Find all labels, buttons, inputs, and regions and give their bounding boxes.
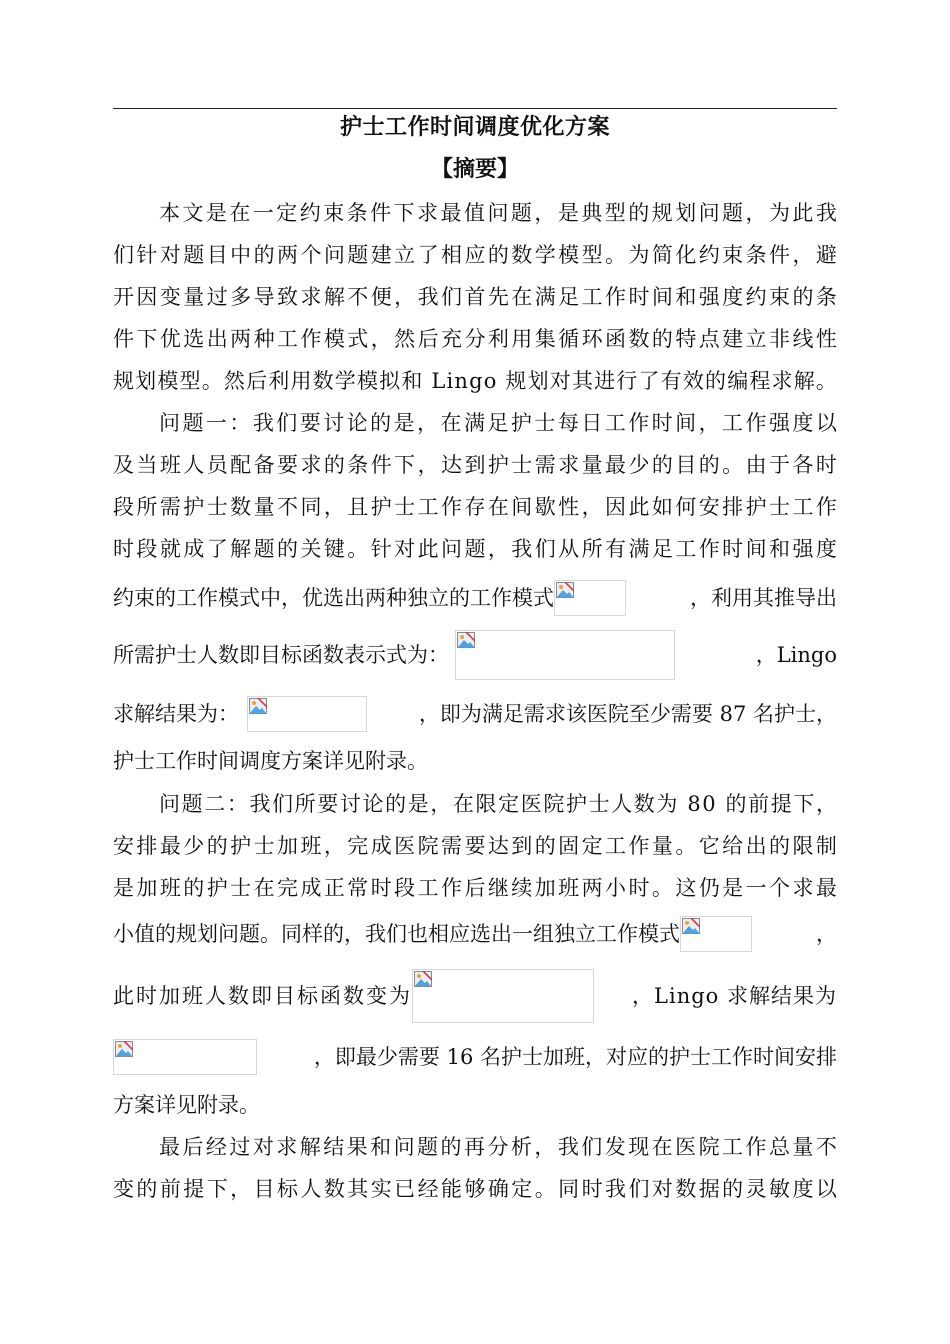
formula-image-placeholder bbox=[412, 969, 594, 1023]
paragraph-line: 规划模型。然后利用数学模拟和 Lingo 规划对其进行了有效的编程求解。 bbox=[113, 369, 839, 393]
broken-image-icon bbox=[414, 971, 432, 987]
paragraph-line: 方案详见附录。 bbox=[113, 1093, 260, 1117]
broken-image-icon bbox=[457, 632, 475, 648]
paragraph-line: 约束的工作模式中，优选出两种独立的工作模式 ，利用其推导出 bbox=[113, 577, 837, 619]
paragraph-line: 所需护士人数即目标函数表示式为： ，Lingo bbox=[113, 634, 837, 676]
abstract-heading: 【摘要】 bbox=[430, 157, 519, 182]
paragraph-line: ，即最少需要 16 名护士加班，对应的护士工作时间安排 bbox=[113, 1036, 837, 1078]
broken-image-icon bbox=[556, 582, 574, 598]
formula-image-placeholder bbox=[455, 630, 675, 680]
formula-image-placeholder bbox=[680, 916, 752, 952]
paragraph-line: 段所需护士数量不同，且护士工作存在间歇性，因此如何安排护士工作 bbox=[113, 495, 840, 519]
broken-image-icon bbox=[682, 918, 700, 934]
broken-image-icon bbox=[249, 698, 267, 714]
paragraph-line: 变的前提下，目标人数其实已经能够确定。同时我们对数据的灵敏度以 bbox=[113, 1177, 840, 1201]
header-rule bbox=[113, 108, 837, 109]
formula-image-placeholder bbox=[247, 696, 367, 732]
paragraph-line: 安排最少的护士加班，完成医院需要达到的固定工作量。它给出的限制 bbox=[113, 834, 840, 858]
paragraph-line: 开因变量过多导致求解不便，我们首先在满足工作时间和强度约束的条 bbox=[113, 285, 840, 309]
paragraph-line: 问题二：我们所要讨论的是，在限定医院护士人数为 80 的前提下， bbox=[159, 792, 839, 816]
broken-image-icon bbox=[115, 1041, 133, 1057]
paragraph-line: 护士工作时间调度方案详见附录。 bbox=[113, 749, 428, 773]
paragraph-line: 时段就成了解题的关键。针对此问题，我们从所有满足工作时间和强度 bbox=[113, 537, 840, 561]
paragraph-line: 小值的规划问题。同样的，我们也相应选出一组独立工作模式 ， bbox=[113, 913, 837, 955]
paragraph-line: 最后经过对求解结果和问题的再分析，我们发现在医院工作总量不 bbox=[159, 1135, 840, 1159]
paragraph-line: 求解结果为： ，即为满足需求该医院至少需要 87 名护士， bbox=[113, 693, 837, 735]
paragraph-line: 及当班人员配备要求的条件下，达到护士需求量最少的目的。由于各时 bbox=[113, 453, 840, 477]
formula-image-placeholder bbox=[554, 580, 626, 616]
paragraph-line: 本文是在一定约束条件下求最值问题，是典型的规划问题，为此我 bbox=[159, 201, 840, 225]
document-title: 护士工作时间调度优化方案 bbox=[339, 115, 610, 140]
paragraph-line: 们针对题目中的两个问题建立了相应的数学模型。为简化约束条件，避 bbox=[113, 243, 840, 267]
paragraph-line: 件下优选出两种工作模式，然后充分利用集循环函数的特点建立非线性 bbox=[113, 327, 840, 351]
paragraph-line: 此时加班人数即目标函数变为 ，Lingo 求解结果为 bbox=[113, 975, 837, 1017]
formula-image-placeholder bbox=[113, 1039, 257, 1075]
paragraph-line: 是加班的护士在完成正常时段工作后继续加班两小时。这仍是一个求最 bbox=[113, 876, 840, 900]
paragraph-line: 问题一：我们要讨论的是，在满足护士每日工作时间，工作强度以 bbox=[159, 411, 840, 435]
